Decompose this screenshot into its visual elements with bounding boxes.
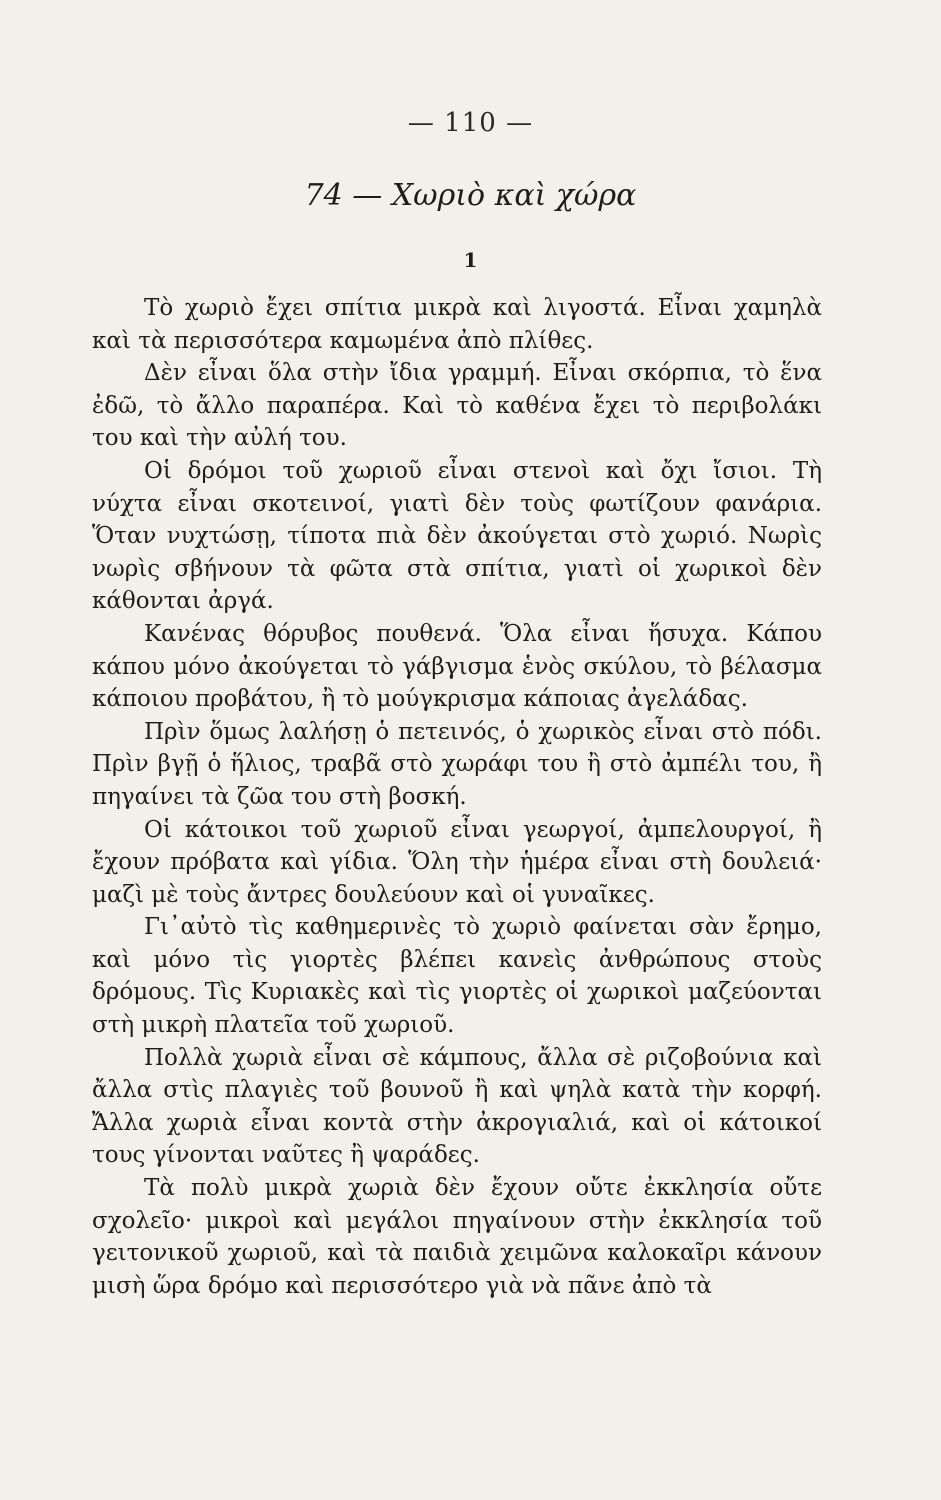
paragraph: Τὰ πολὺ μικρὰ χωριὰ δὲν ἔχουν οὔτε ἐκκλησία οὔτε σχολεῖο· μικροὶ καὶ μεγάλοι πηγαίνουν στὴν ἐκκλησία τοῦ γειτονικοῦ χωριοῦ, καὶ τὰ παιδιὰ χειμῶνα καλοκαῖρι κάνουν μισὴ ὥρα δρόμο καὶ περισσότερο γιὰ νὰ πᾶνε ἀπὸ τὰ [92, 1175, 822, 1299]
paragraph: Πολλὰ χωριὰ εἶναι σὲ κάμπους, ἄλλα σὲ ριζοβούνια καὶ ἄλλα στὶς πλαγιὲς τοῦ βουνοῦ ἢ καὶ ψηλὰ κατὰ τὴν κορφή. Ἄλλα χωριὰ εἶναι κοντὰ στὴν ἀκρογιαλιά, καὶ οἱ κάτοικοί τους γίνονται ναῦτες ἢ ψαράδες. [92, 1044, 822, 1169]
paragraph: Κανένας θόρυβος πουθενά. Ὅλα εἶναι ἥσυχα. Κάπου κάπου μόνο ἀκούγεται τὸ γάβγισμα ἑνὸς σκύλου, τὸ βέλασμα κάποιου προβάτου, ἢ τὸ μούγκρισμα κάποιας ἀγελάδας. [92, 620, 822, 713]
paragraph: Δὲν εἶναι ὅλα στὴν ἴδια γραμμή. Εἶναι σκόρπια, τὸ ἕνα ἐδῶ, τὸ ἄλλο παραπέρα. Καὶ τὸ καθένα ἔχει τὸ περιβολάκι του καὶ τὴν αὐλή του. [92, 360, 822, 452]
page-number: — 110 — [407, 108, 534, 138]
paragraph: Τὸ χωριὸ ἔχει σπίτια μικρὰ καὶ λιγοστά. Εἶναι χαμηλὰ καὶ τὰ περισσότερα καμωμένα ἀπὸ πλίθες. [92, 295, 822, 354]
section-number: 1 [463, 248, 478, 272]
paragraph: Γι᾿αὐτὸ τὶς καθημερινὲς τὸ χωριὸ φαίνεται σὰν ἔρημο, καὶ μόνο τὶς γιορτὲς βλέπει κανεὶς ἀνθρώπους στοὺς δρόμους. Τὶς Κυριακὲς καὶ τὶς γιορτὲς οἱ χωρικοὶ μαζεύονται στὴ μικρὴ πλατεῖα τοῦ χωριοῦ. [92, 914, 822, 1039]
paragraph: Οἱ κάτοικοι τοῦ χωριοῦ εἶναι γεωργοί, ἀμπελουργοί, ἢ ἔχουν πρόβατα καὶ γίδια. Ὅλη τὴν ἡμέρα εἶναι στὴ δουλειά· μαζὶ μὲ τοὺς ἄντρες δουλεύουν καὶ οἱ γυναῖκες. [92, 816, 822, 908]
body-text [92, 292, 822, 1302]
paragraph: Πρὶν ὅμως λαλήσῃ ὁ πετεινός, ὁ χωρικὸς εἶναι στὸ πόδι. Πρὶν βγῇ ὁ ἥλιος, τραβᾶ στὸ χωράφι του ἢ στὸ ἀμπέλι του, ἢ πηγαίνει τὰ ζῶα του στὴ βοσκή. [92, 718, 822, 810]
paragraph: Οἱ δρόμοι τοῦ χωριοῦ εἶναι στενοὶ καὶ ὄχι ἴσιοι. Τὴ νύχτα εἶναι σκοτεινοί, γιατὶ δὲν τοὺς φωτίζουν φανάρια. Ὅταν νυχτώσῃ, τίποτα πιὰ δὲν ἀκούγεται στὸ χωριό. Νωρὶς νωρὶς σβήνουν τὰ φῶτα στὰ σπίτια, γιατὶ οἱ χωρικοὶ δὲν κάθονται ἀργά. [92, 457, 822, 615]
chapter-title: 74 — Χωριὸ καὶ χώρα [304, 178, 637, 213]
